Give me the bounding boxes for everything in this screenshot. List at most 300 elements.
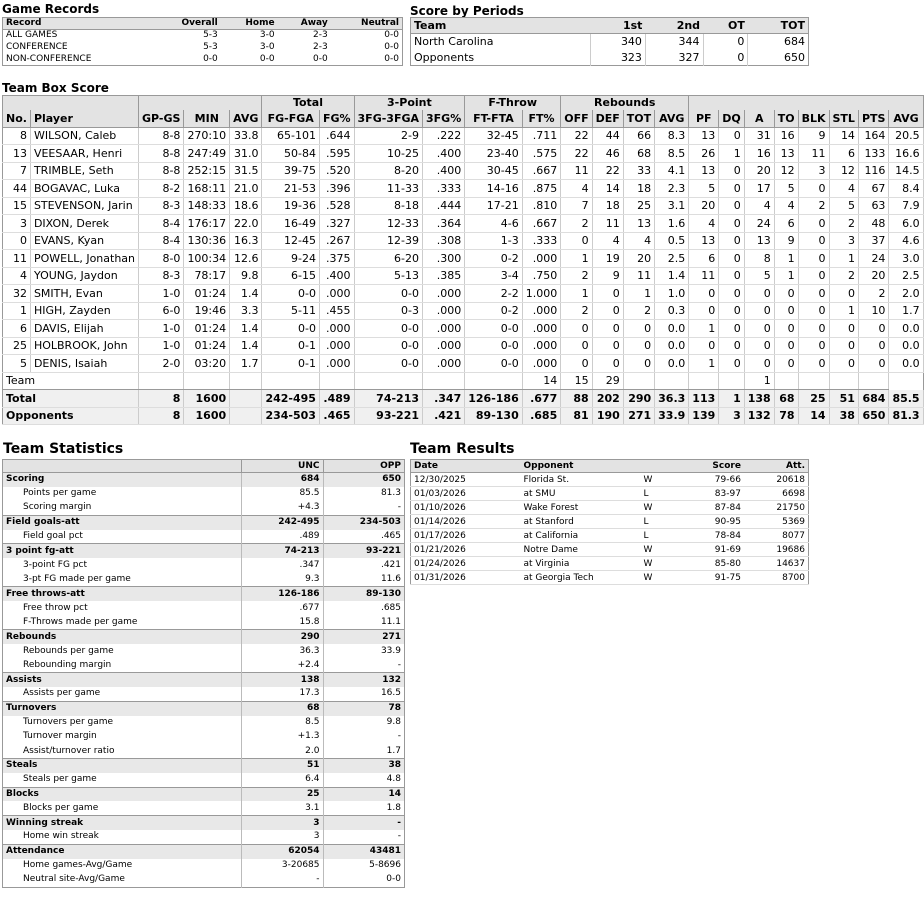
- stat-opp: 11.6: [323, 573, 405, 587]
- stat-unc: 74-213: [242, 544, 324, 558]
- box-score-header-cell: A: [744, 110, 774, 128]
- player-stat: 0: [719, 355, 744, 373]
- score-period-cell: 0: [703, 50, 748, 66]
- team-row-cell: [798, 372, 829, 390]
- player-stat: .000: [423, 355, 465, 373]
- stat-unc: 62054: [242, 844, 324, 858]
- box-score-header-cell: 3FG-3FGA: [354, 110, 422, 128]
- stat-category-row: [3, 587, 405, 601]
- game-record-row: [3, 30, 403, 42]
- stat-category-row: [3, 630, 405, 644]
- player-stat: 2: [623, 302, 654, 320]
- player-stat: 0-1: [262, 355, 320, 373]
- stat-opp: 1.8: [323, 801, 405, 815]
- player-stat: 0-0: [354, 285, 422, 303]
- player-stat: 0: [561, 355, 592, 373]
- stat-category-row: [3, 816, 405, 830]
- player-stat: 0: [744, 285, 774, 303]
- result-date: 01/17/2026: [411, 529, 521, 543]
- player-stat: 0: [689, 337, 719, 355]
- player-stat: 12-39: [354, 232, 422, 250]
- player-stat: 9.8: [230, 267, 262, 285]
- team-row-cell: [319, 372, 354, 390]
- stat-row: [3, 716, 405, 730]
- game-records-header: [3, 18, 403, 30]
- player-stat: .267: [319, 232, 354, 250]
- stat-label: Free throws-att: [3, 587, 242, 601]
- player-stat: 01:24: [184, 337, 230, 355]
- score-by-periods-title: Score by Periods: [410, 4, 524, 18]
- player-stat: 16: [744, 145, 774, 163]
- box-score-header-cell: GP-GS: [139, 110, 184, 128]
- player-stat: 0: [798, 355, 829, 373]
- player-stat: 8-4: [139, 232, 184, 250]
- team-row-cell: 1: [744, 372, 774, 390]
- box-score-header-cell: AVG: [655, 110, 689, 128]
- player-stat: 0: [719, 285, 744, 303]
- player-stat: .400: [423, 145, 465, 163]
- total-row-cell: 138: [744, 390, 774, 408]
- player-stat: 270:10: [184, 127, 230, 145]
- player-stat: 33: [623, 162, 654, 180]
- team-row-cell: [423, 372, 465, 390]
- player-stat: 46: [592, 145, 623, 163]
- player-stat: 1: [774, 250, 798, 268]
- stat-label: Turnovers per game: [23, 717, 114, 728]
- player-stat: 4.6: [889, 232, 923, 250]
- team-statistics-table: [2, 459, 405, 888]
- total-row-cell: 126-186: [465, 390, 523, 408]
- player-stat: 2-2: [465, 285, 523, 303]
- player-stat: 11: [3, 250, 31, 268]
- player-stat: 31: [744, 127, 774, 145]
- result-row: [411, 571, 809, 585]
- player-name: DIXON, Derek: [30, 215, 138, 233]
- player-stat: .000: [423, 285, 465, 303]
- stat-label: Points per game: [23, 488, 97, 499]
- group-fthrow: F-Throw: [465, 96, 561, 110]
- player-row: [3, 302, 924, 320]
- player-stat: 13: [689, 162, 719, 180]
- stat-unc: +1.3: [242, 730, 324, 744]
- player-stat: 16: [774, 127, 798, 145]
- player-row: [3, 267, 924, 285]
- stat-row: [3, 644, 405, 658]
- box-score-header-cell: FT-FTA: [465, 110, 523, 128]
- result-attendance: 20618: [744, 473, 809, 487]
- player-stat: 2: [858, 285, 889, 303]
- player-stat: 0: [719, 337, 744, 355]
- player-stat: .000: [319, 337, 354, 355]
- player-stat: 0: [719, 127, 744, 145]
- score-period-row: [411, 50, 809, 66]
- player-stat: 3.3: [230, 302, 262, 320]
- player-stat: 15: [3, 197, 31, 215]
- team-row-cell: 15: [561, 372, 592, 390]
- result-opponent: Wake Forest: [521, 501, 641, 515]
- stat-unc: 290: [242, 630, 324, 644]
- player-stat: 1-3: [465, 232, 523, 250]
- score-period-cell: 344: [645, 34, 703, 50]
- game-record-cell: 0-0: [384, 42, 399, 52]
- player-stat: 0: [798, 302, 829, 320]
- score-periods-header: [411, 18, 809, 34]
- game-record-row: [3, 42, 403, 54]
- stat-opp: -: [323, 816, 405, 830]
- player-stat: 63: [858, 197, 889, 215]
- box-score-header-cell: FT%: [522, 110, 561, 128]
- result-wl: L: [641, 487, 681, 501]
- stat-category-row: [3, 673, 405, 687]
- stat-label: 3 point fg-att: [3, 544, 242, 558]
- box-score-header-cell: DEF: [592, 110, 623, 128]
- stat-label: Assist/turnover ratio: [23, 745, 115, 756]
- player-stat: 1: [561, 285, 592, 303]
- stat-row: [3, 615, 405, 629]
- total-row-cell: 684: [858, 390, 889, 408]
- player-stat: 2-0: [139, 355, 184, 373]
- opponents-row: [3, 407, 924, 425]
- player-stat: 0: [774, 285, 798, 303]
- stat-label: Free throw pct: [23, 602, 88, 613]
- player-stat: 13: [774, 145, 798, 163]
- player-stat: 1: [689, 355, 719, 373]
- player-row: [3, 197, 924, 215]
- box-score-header-cell: AVG: [230, 110, 262, 128]
- player-name: VEESAAR, Henri: [30, 145, 138, 163]
- player-stat: 20.5: [889, 127, 923, 145]
- player-stat: .875: [522, 180, 561, 198]
- player-stat: .000: [522, 250, 561, 268]
- player-stat: 5-11: [262, 302, 320, 320]
- stat-unc: 3: [242, 830, 324, 844]
- player-stat: 13: [744, 232, 774, 250]
- player-stat: 8-8: [139, 145, 184, 163]
- player-stat: 8: [744, 250, 774, 268]
- result-wl: W: [641, 557, 681, 571]
- game-record-cell: 0-0: [203, 53, 218, 64]
- player-row: [3, 232, 924, 250]
- player-stat: 4: [3, 267, 31, 285]
- stat-opp: -: [323, 830, 405, 844]
- player-stat: .520: [319, 162, 354, 180]
- player-stat: 2: [561, 302, 592, 320]
- result-opponent: at SMU: [521, 487, 641, 501]
- team-row-cell: 29: [592, 372, 623, 390]
- player-stat: 3.1: [655, 197, 689, 215]
- stat-unc: 3: [242, 816, 324, 830]
- header-att: Att.: [744, 460, 809, 473]
- opponents-row-cell: 190: [592, 407, 623, 425]
- score-period-cell: Opponents: [411, 50, 591, 66]
- team-row-cell: Team: [3, 372, 139, 390]
- group-blank-2: [139, 96, 262, 110]
- stat-opp: .421: [323, 558, 405, 572]
- player-stat: 0: [719, 302, 744, 320]
- player-stat: 0: [858, 320, 889, 338]
- stat-opp: 11.1: [323, 615, 405, 629]
- total-row-cell: 202: [592, 390, 623, 408]
- game-record-cell: 3-0: [259, 30, 275, 41]
- player-stat: 4: [592, 232, 623, 250]
- box-score-header-cell: MIN: [184, 110, 230, 128]
- player-stat: 9: [592, 267, 623, 285]
- stat-row: [3, 573, 405, 587]
- player-stat: 0: [719, 250, 744, 268]
- result-date: 01/03/2026: [411, 487, 521, 501]
- player-stat: 12: [829, 162, 858, 180]
- stat-label: Attendance: [3, 844, 242, 858]
- stat-unc: 126-186: [242, 587, 324, 601]
- total-row-cell: 25: [798, 390, 829, 408]
- player-stat: 0: [689, 285, 719, 303]
- player-stat: 0.3: [655, 302, 689, 320]
- player-stat: 26: [689, 145, 719, 163]
- player-stat: 22: [592, 162, 623, 180]
- stat-label: Field goals-att: [3, 515, 242, 529]
- total-row-cell: 290: [623, 390, 654, 408]
- result-wl: L: [641, 515, 681, 529]
- player-stat: 2.5: [655, 250, 689, 268]
- player-stat: 176:17: [184, 215, 230, 233]
- player-stat: 0: [623, 337, 654, 355]
- player-stat: 0-0: [465, 355, 523, 373]
- stat-label: Assists per game: [23, 688, 101, 699]
- group-total: Total: [262, 96, 354, 110]
- result-score: 91-69: [681, 543, 744, 557]
- player-name: SMITH, Evan: [30, 285, 138, 303]
- player-stat: 0: [858, 355, 889, 373]
- player-stat: 1: [774, 267, 798, 285]
- player-stat: 6: [774, 215, 798, 233]
- group-blank-1: [3, 96, 139, 110]
- player-stat: 0-0: [262, 320, 320, 338]
- stat-unc: 3-20685: [242, 859, 324, 873]
- team-row-cell: [139, 372, 184, 390]
- stat-category-row: [3, 758, 405, 772]
- player-stat: 8: [3, 127, 31, 145]
- player-stat: 22.0: [230, 215, 262, 233]
- player-stat: .000: [522, 355, 561, 373]
- result-attendance: 6698: [744, 487, 809, 501]
- player-stat: 23-40: [465, 145, 523, 163]
- game-record-cell: NON-CONFERENCE: [6, 53, 92, 64]
- opponents-row-cell: .685: [522, 407, 561, 425]
- stat-label: Blocks per game: [23, 802, 99, 813]
- stat-category-row: [3, 787, 405, 801]
- player-stat: 0: [719, 232, 744, 250]
- stat-opp: 43481: [323, 844, 405, 858]
- total-row-cell: 88: [561, 390, 592, 408]
- player-stat: 0: [798, 267, 829, 285]
- stat-unc: 15.8: [242, 615, 324, 629]
- player-stat: 0: [623, 320, 654, 338]
- stat-opp: -: [323, 658, 405, 672]
- player-stat: 116: [858, 162, 889, 180]
- player-stat: .400: [423, 162, 465, 180]
- stat-label: Turnovers: [3, 701, 242, 715]
- player-stat: 11: [561, 162, 592, 180]
- stat-unc: 68: [242, 701, 324, 715]
- player-stat: 14-16: [465, 180, 523, 198]
- player-stat: 7.9: [889, 197, 923, 215]
- result-date: 12/30/2025: [411, 473, 521, 487]
- box-score-header-cell: OFF: [561, 110, 592, 128]
- header-opponent: Opponent: [521, 460, 641, 473]
- player-stat: .375: [319, 250, 354, 268]
- team-results-header: [411, 460, 809, 473]
- player-stat: 2: [561, 267, 592, 285]
- player-stat: 0: [858, 337, 889, 355]
- player-row: [3, 337, 924, 355]
- player-name: EVANS, Kyan: [30, 232, 138, 250]
- player-stat: 22: [561, 145, 592, 163]
- stat-row: [3, 658, 405, 672]
- player-stat: 8.3: [655, 127, 689, 145]
- result-score: 83-97: [681, 487, 744, 501]
- player-stat: 0: [774, 337, 798, 355]
- score-period-cell: 323: [591, 50, 646, 66]
- result-opponent: at Georgia Tech: [521, 571, 641, 585]
- opponents-row-cell: 234-503: [262, 407, 320, 425]
- game-record-cell: 5-3: [203, 30, 218, 41]
- player-stat: 66: [623, 127, 654, 145]
- result-score: 87-84: [681, 501, 744, 515]
- stat-row: [3, 744, 405, 758]
- player-name: HOLBROOK, John: [30, 337, 138, 355]
- stat-opp: -: [323, 730, 405, 744]
- result-row: [411, 557, 809, 571]
- player-stat: 2: [829, 215, 858, 233]
- player-stat: 6: [689, 250, 719, 268]
- stat-unc: 2.0: [242, 744, 324, 758]
- stat-label: Home win streak: [23, 831, 99, 842]
- player-stat: 5: [689, 180, 719, 198]
- player-stat: .308: [423, 232, 465, 250]
- result-date: 01/10/2026: [411, 501, 521, 515]
- player-stat: 14: [592, 180, 623, 198]
- player-stat: 0: [719, 267, 744, 285]
- stat-opp: 5-8696: [323, 859, 405, 873]
- stat-row: [3, 501, 405, 515]
- player-name: WILSON, Caleb: [30, 127, 138, 145]
- player-stat: 4: [689, 215, 719, 233]
- player-stat: 4: [744, 197, 774, 215]
- header-tot: TOT: [748, 18, 809, 34]
- box-score-group-header: [3, 96, 924, 110]
- stat-opp: .685: [323, 601, 405, 615]
- team-row-cell: [858, 372, 889, 390]
- player-stat: 1-0: [139, 320, 184, 338]
- header-home: Home: [221, 18, 278, 30]
- player-stat: .000: [319, 285, 354, 303]
- stat-category-row: [3, 844, 405, 858]
- player-stat: 30-45: [465, 162, 523, 180]
- opponents-row-cell: 33.9: [655, 407, 689, 425]
- stat-label: Rebounds: [3, 630, 242, 644]
- player-stat: 0.0: [889, 320, 923, 338]
- player-stat: 1.4: [230, 285, 262, 303]
- stat-opp: 38: [323, 758, 405, 772]
- player-stat: 6-0: [139, 302, 184, 320]
- player-stat: .000: [522, 320, 561, 338]
- opponents-row-cell: .421: [423, 407, 465, 425]
- stat-unc: 3.1: [242, 801, 324, 815]
- player-stat: 9: [774, 232, 798, 250]
- player-name: HIGH, Zayden: [30, 302, 138, 320]
- result-row: [411, 473, 809, 487]
- player-stat: 31.5: [230, 162, 262, 180]
- player-stat: .000: [522, 337, 561, 355]
- box-score-header-cell: TOT: [623, 110, 654, 128]
- player-stat: 8-0: [139, 250, 184, 268]
- player-stat: 0.0: [889, 337, 923, 355]
- player-stat: 18: [592, 197, 623, 215]
- stat-opp: 9.8: [323, 716, 405, 730]
- player-stat: 0-0: [465, 337, 523, 355]
- player-stat: 0: [592, 285, 623, 303]
- player-stat: 19:46: [184, 302, 230, 320]
- total-row-cell: 85.5: [889, 390, 923, 408]
- player-stat: .750: [522, 267, 561, 285]
- box-score-header-cell: DQ: [719, 110, 744, 128]
- player-stat: 3: [3, 215, 31, 233]
- stat-unc: -: [242, 873, 324, 887]
- stat-unc: 36.3: [242, 644, 324, 658]
- total-row-cell: 51: [829, 390, 858, 408]
- opponents-row-cell: 38: [829, 407, 858, 425]
- team-row-cell: [689, 372, 719, 390]
- stat-category-row: [3, 473, 405, 487]
- player-stat: 6.0: [889, 215, 923, 233]
- player-stat: 0.0: [655, 337, 689, 355]
- player-stat: 0.0: [655, 320, 689, 338]
- player-stat: 01:24: [184, 320, 230, 338]
- player-stat: 11: [623, 267, 654, 285]
- player-stat: .327: [319, 215, 354, 233]
- player-stat: 8.4: [889, 180, 923, 198]
- player-stat: 78:17: [184, 267, 230, 285]
- player-stat: 6-15: [262, 267, 320, 285]
- stat-category-row: [3, 544, 405, 558]
- game-record-cell: 5-3: [203, 42, 218, 52]
- result-row: [411, 487, 809, 501]
- player-stat: 5-13: [354, 267, 422, 285]
- player-stat: 9-24: [262, 250, 320, 268]
- result-attendance: 21750: [744, 501, 809, 515]
- result-attendance: 8077: [744, 529, 809, 543]
- player-stat: .300: [423, 250, 465, 268]
- team-row-cell: [230, 372, 262, 390]
- stat-unc: .347: [242, 558, 324, 572]
- player-stat: 4: [774, 197, 798, 215]
- player-stat: 21-53: [262, 180, 320, 198]
- stat-opp: 650: [323, 473, 405, 487]
- player-stat: 9: [798, 127, 829, 145]
- player-stat: 6: [3, 320, 31, 338]
- result-date: 01/14/2026: [411, 515, 521, 529]
- player-row: [3, 285, 924, 303]
- stat-category-row: [3, 515, 405, 529]
- team-row-cell: [655, 372, 689, 390]
- player-stat: .667: [522, 215, 561, 233]
- team-row-cell: [623, 372, 654, 390]
- player-row: [3, 320, 924, 338]
- player-stat: 1.4: [655, 267, 689, 285]
- opponents-row-cell: 8: [139, 407, 184, 425]
- player-stat: 0: [719, 320, 744, 338]
- player-stat: 0: [798, 337, 829, 355]
